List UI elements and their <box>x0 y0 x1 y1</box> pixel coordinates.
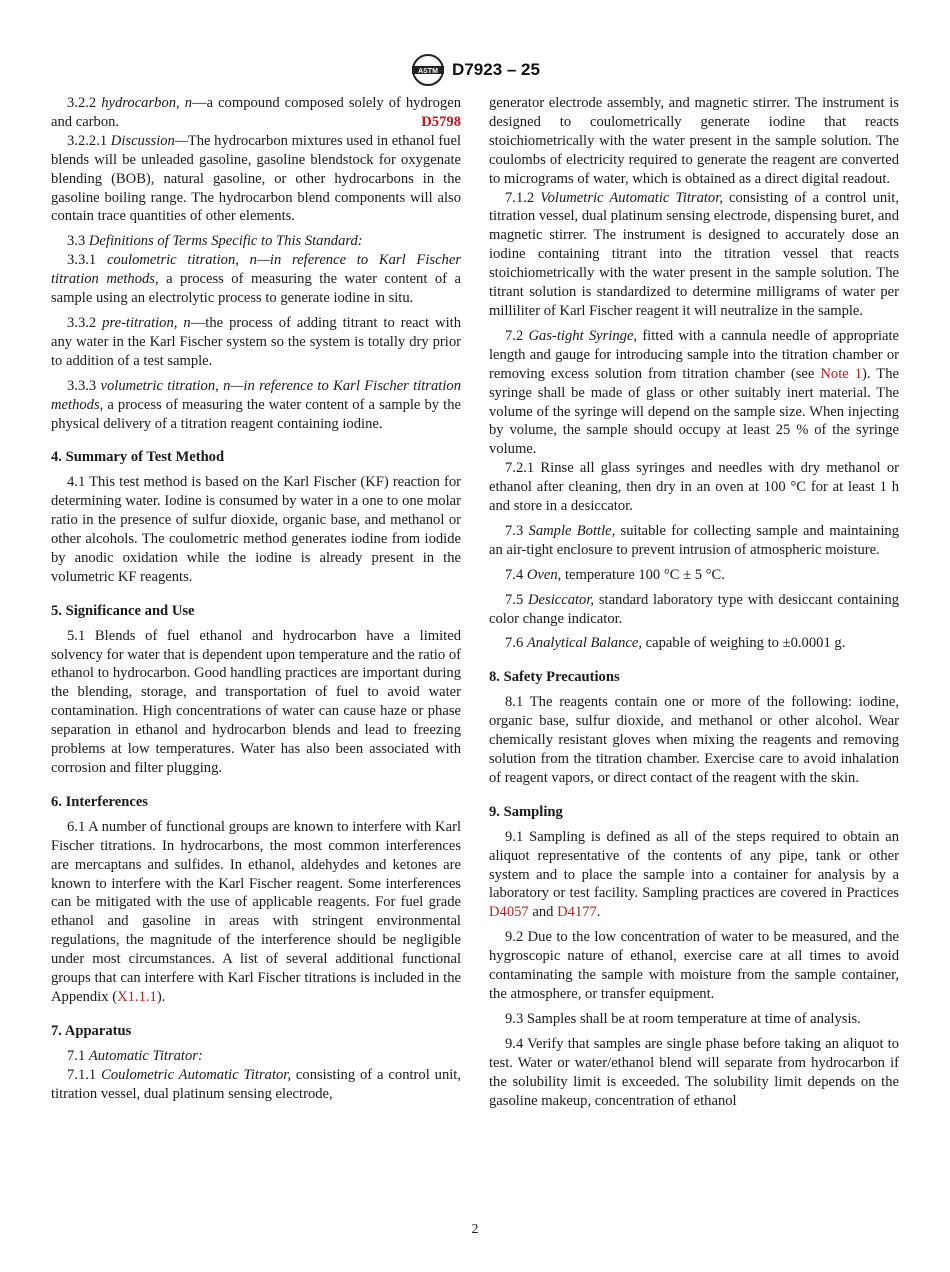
para-3-3-2: 3.3.2 pre-titration, n—the process of adding titrant to react with any water in the Karl Fischer system so the system is totally dry prior to addition of a test sample. <box>51 314 461 369</box>
para-9-4: 9.4 Verify that samples are single phase before taking an aliquot to test. Water or water/ethanol blend will separate from hydrocarbon if the solubility limit is exceeded. The solubility limit depends on the gasoline makeup, concentration of ethanol <box>489 1035 899 1109</box>
ref-d4177-link[interactable]: D4177 <box>557 904 597 921</box>
para-7-1-1-cont: generator electrode assembly, and magnetic stirrer. The instrument is designed to coulometrically generate iodine that reacts stoichiometrically with the water present in the sample solution. The coulombs of electricity required to generate the reagent are converted to micrograms of water, which is obtained as a direct digital readout. <box>489 95 899 187</box>
para-7-6: 7.6 Analytical Balance, capable of weighing to ±0.0001 g. <box>505 635 846 652</box>
section-heading-4: 4. Summary of Test Method <box>51 449 225 466</box>
para-8-1: 8.1 The reagents contain one or more of the following: iodine, organic base, sulfur dioxide, and methanol or other alcohol. Wear chemically resistant gloves when mixing the reagents and removing solution from the titration chamber. Exercise care to avoid inhalation of reagent vapors, or direct contact of the reagent with the skin. <box>489 694 899 786</box>
ref-x1-1-1-link[interactable]: X1.1.1 <box>117 988 157 1005</box>
para-9-2: 9.2 Due to the low concentration of water to be measured, and the hygroscopic nature of ethanol, exercise care at all times to avoid contaminating the sample with moisture from the sample container, the atmosphere, or transfer equipment. <box>489 929 899 1002</box>
para-3-3: 3.3 Definitions of Terms Specific to This Standard: <box>67 233 363 250</box>
para-3-3-1: 3.3.1 coulometric titration, n—in reference to Karl Fischer titration methods, a process of measuring the water content of a sample using an electrolytic process to generate iodine in situ. <box>51 252 462 307</box>
para-9-1: 9.1 Sampling is defined as all of the steps required to obtain an aliquot representative of the contents of any pipe, tank or other system and to place the sample into a container for analysis by a laboratory or test facility. Sampling practices are covered in Practices D4057 and D4177. <box>489 828 899 921</box>
left-column <box>51 94 461 1104</box>
para-3-3-3: 3.3.3 volumetric titration, n—in reference to Karl Fischer titration methods, a process of measuring the water content of a sample by the physical delivery of a titration reagent containing iodine. <box>51 377 461 432</box>
para-7-4: 7.4 Oven, temperature 100 °C ± 5 °C. <box>505 566 725 583</box>
para-7-5: 7.5 Desiccator, standard laboratory type with desiccant containing color change indicator. <box>489 591 899 627</box>
para-7-2-1: 7.2.1 Rinse all glass syringes and needles with dry methanol or ethanol after cleaning, then dry in an oven at 100 °C for at least 1 h and store in a desiccator. <box>489 460 899 515</box>
para-7-1: 7.1 Automatic Titrator: <box>67 1047 203 1064</box>
section-heading-5: 5. Significance and Use <box>51 602 195 619</box>
document-designation: D7923 – 25 <box>452 60 540 79</box>
para-4-1: 4.1 This test method is based on the Karl Fischer (KF) reaction for determining water. Iodine is consumed by water in a one to one molar ratio in the presence of sulfur dioxide, organic base, and methanol or other alcohols. The coulometric method generates iodine from iodide by anodic oxidation while the iodine is already present in the volumetric KF reagents. <box>51 474 461 585</box>
para-3-2-2: 3.2.2 hydrocarbon, n—a compound composed solely of hydrogen and carbon. D5798 <box>51 95 461 130</box>
ref-d5798-link[interactable]: D5798 <box>421 113 461 130</box>
ref-d4057-link[interactable]: D4057 <box>489 904 529 921</box>
svg-text:ASTM: ASTM <box>418 68 438 75</box>
para-7-2: 7.2 Gas-tight Syringe, fitted with a cannula needle of appropriate length and gauge for introducing sample into the titration chamber or removing excess solution from titration chamber (see Note 1). The syringe shall be made of glass or other suitably inert material. The volume of the syringe will depend on the sample size. When injecting by volume, the sample should occupy at least 25 % of the syringe volume. <box>489 327 900 458</box>
section-heading-6: 6. Interferences <box>51 793 148 810</box>
para-7-3: 7.3 Sample Bottle, suitable for collecting sample and maintaining an air-tight enclosure to prevent intrusion of atmospheric moisture. <box>489 522 900 558</box>
para-9-3: 9.3 Samples shall be at room temperature at time of analysis. <box>505 1010 861 1027</box>
section-heading-9: 9. Sampling <box>489 803 563 820</box>
para-7-1-1: 7.1.1 Coulometric Automatic Titrator, consisting of a control unit, titration vessel, dual platinum sensing electrode, <box>51 1066 462 1102</box>
para-7-1-2: 7.1.2 Volumetric Automatic Titrator, consisting of a control unit, titration vessel, dual platinum sensing electrode, dispensing buret, and magnetic stirrer. The instrument is designed to accurately dose an iodine containing titrant into the titration vessel that reacts stoichiometrically with the water present in the sample solution. The titrant solution is standardized to determine milligrams of water per milliliter of Karl Fischer reagent it will neutralize in the sample. <box>489 189 899 319</box>
page-header <box>0 53 950 87</box>
right-column <box>489 94 899 1110</box>
section-heading-7: 7. Apparatus <box>51 1022 132 1039</box>
section-heading-8: 8. Safety Precautions <box>489 669 620 686</box>
para-6-1: 6.1 A number of functional groups are known to interfere with Karl Fischer titrations. In hydrocarbons, the most common interferences are mercaptans and sulfides. In ethanol, aldehydes and ketones are known to interfere with the Karl Fischer reagent. Some interferences can be mitigated with the use of applicable reagents. For fuel grade ethanol and gasoline in areas with stringent environmental regulations, the magnitude of the interference should be negligible under most circumstances. A list of several additional functional groups that can interfere with Karl Fischer titrations is included in the Appendix (X1.1.1). <box>51 818 461 1005</box>
astm-logo-icon <box>410 53 446 87</box>
ref-note-1-link[interactable]: Note 1 <box>820 365 863 382</box>
para-3-2-2-1: 3.2.2.1 Discussion—The hydrocarbon mixtures used in ethanol fuel blends will be unleaded gasoline, gasoline blendstock for oxygenate blending (BOB), natural gasoline, or other hydrocarbons in the gasoline boiling range. The hydrocarbon blend components will also contain trace quantities of other elements. <box>51 132 462 225</box>
para-5-1: 5.1 Blends of fuel ethanol and hydrocarbon have a limited solvency for water that is dependent upon temperature and the ratio of ethanol to hydrocarbon. Good handling practices are important during the blending, storage, and transportation of fuel to avoid water contamination. High concentrations of water can cause haze or phase separation in ethanol and hydrocarbon blends and lead to freezing problems at low temperatures. Water has also been associated with corrosion and filter plugging. <box>51 627 461 776</box>
page-number: 2 <box>471 1222 479 1237</box>
